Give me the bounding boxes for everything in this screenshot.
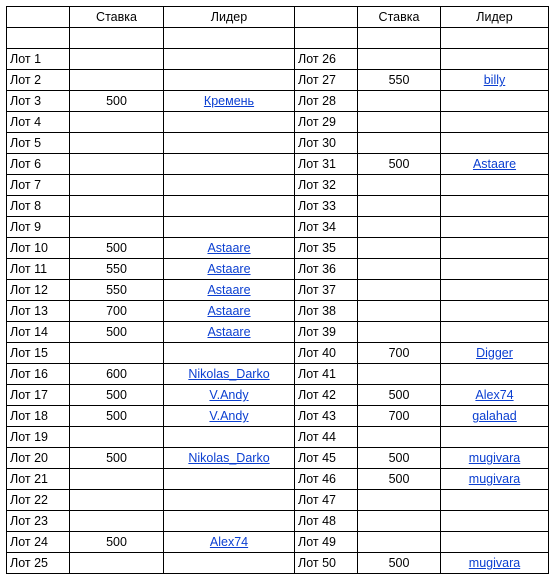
table-row <box>7 196 549 217</box>
bid-cell-left <box>70 196 164 217</box>
lot-cell-left: Лот 11 <box>7 259 70 280</box>
leader-cell-left <box>164 511 295 532</box>
auction-table <box>6 6 549 574</box>
header-row <box>7 7 549 28</box>
lot-cell-left: Лот 20 <box>7 448 70 469</box>
leader-cell-left <box>164 532 295 553</box>
bid-cell-left: 500 <box>70 448 164 469</box>
leader-cell-right <box>441 385 549 406</box>
lot-cell-left: Лот 21 <box>7 469 70 490</box>
leader-cell-left <box>164 217 295 238</box>
leader-cell-left <box>164 133 295 154</box>
leader-cell-left <box>164 385 295 406</box>
spacer-cell <box>70 28 164 49</box>
leader-cell-left <box>164 154 295 175</box>
table-row <box>7 280 549 301</box>
bid-cell-right: 550 <box>358 70 441 91</box>
header-bid-left: Ставка <box>70 7 164 28</box>
table-row <box>7 553 549 574</box>
bid-cell-left: 500 <box>70 238 164 259</box>
leader-cell-left <box>164 364 295 385</box>
lot-cell-right: Лот 33 <box>295 196 358 217</box>
leader-link[interactable]: Astaare <box>207 241 251 255</box>
lot-cell-left: Лот 15 <box>7 343 70 364</box>
header-bid-right: Ставка <box>358 7 441 28</box>
bid-cell-right <box>358 322 441 343</box>
leader-cell-left <box>164 322 295 343</box>
lot-cell-right: Лот 32 <box>295 175 358 196</box>
bid-cell-right <box>358 490 441 511</box>
table-row <box>7 238 549 259</box>
bid-cell-left: 700 <box>70 301 164 322</box>
bid-cell-right: 700 <box>358 406 441 427</box>
lot-cell-right: Лот 45 <box>295 448 358 469</box>
leader-cell-right <box>441 70 549 91</box>
lot-cell-right: Лот 40 <box>295 343 358 364</box>
bid-cell-left <box>70 133 164 154</box>
leader-cell-left <box>164 301 295 322</box>
bid-cell-right <box>358 196 441 217</box>
leader-cell-left <box>164 469 295 490</box>
lot-cell-left: Лот 5 <box>7 133 70 154</box>
leader-link[interactable]: Astaare <box>207 283 251 297</box>
bid-cell-left <box>70 154 164 175</box>
leader-cell-right <box>441 427 549 448</box>
leader-link[interactable]: Digger <box>476 346 513 360</box>
table-row <box>7 427 549 448</box>
lot-cell-right: Лот 38 <box>295 301 358 322</box>
lot-cell-left: Лот 9 <box>7 217 70 238</box>
lot-cell-right: Лот 31 <box>295 154 358 175</box>
table-row <box>7 112 549 133</box>
table-row <box>7 259 549 280</box>
leader-cell-right <box>441 280 549 301</box>
leader-cell-right <box>441 448 549 469</box>
lot-cell-left: Лот 19 <box>7 427 70 448</box>
leader-link[interactable]: Nikolas_Darko <box>188 451 270 465</box>
lot-cell-right: Лот 29 <box>295 112 358 133</box>
table-row <box>7 532 549 553</box>
leader-cell-right <box>441 490 549 511</box>
bid-cell-right <box>358 112 441 133</box>
bid-cell-right <box>358 301 441 322</box>
lot-cell-right: Лот 35 <box>295 238 358 259</box>
leader-cell-right <box>441 91 549 112</box>
bid-cell-right: 500 <box>358 553 441 574</box>
lot-cell-right: Лот 27 <box>295 70 358 91</box>
bid-cell-right <box>358 511 441 532</box>
lot-cell-left: Лот 4 <box>7 112 70 133</box>
table-row <box>7 154 549 175</box>
header-leader-left: Лидер <box>164 7 295 28</box>
bid-cell-left <box>70 553 164 574</box>
spacer-cell <box>164 28 295 49</box>
bid-cell-left: 500 <box>70 385 164 406</box>
table-row <box>7 49 549 70</box>
table-row <box>7 406 549 427</box>
bid-cell-left: 500 <box>70 406 164 427</box>
bid-cell-left <box>70 70 164 91</box>
lot-cell-left: Лот 22 <box>7 490 70 511</box>
leader-cell-right <box>441 511 549 532</box>
lot-cell-right: Лот 50 <box>295 553 358 574</box>
lot-cell-right: Лот 42 <box>295 385 358 406</box>
leader-cell-left <box>164 343 295 364</box>
leader-link[interactable]: mugivara <box>468 451 521 465</box>
header-blank-right <box>295 7 358 28</box>
lot-cell-right: Лот 36 <box>295 259 358 280</box>
lot-cell-left: Лот 16 <box>7 364 70 385</box>
leader-cell-left <box>164 280 295 301</box>
bid-cell-right <box>358 217 441 238</box>
lot-cell-left: Лот 3 <box>7 91 70 112</box>
lot-cell-right: Лот 43 <box>295 406 358 427</box>
leader-cell-right <box>441 175 549 196</box>
lot-cell-right: Лот 47 <box>295 490 358 511</box>
lot-cell-left: Лот 24 <box>7 532 70 553</box>
bid-cell-right <box>358 280 441 301</box>
bid-cell-left <box>70 217 164 238</box>
leader-link[interactable]: Alex74 <box>475 388 514 402</box>
spacer-cell <box>295 28 358 49</box>
table-row <box>7 448 549 469</box>
bid-cell-right: 500 <box>358 448 441 469</box>
lot-cell-right: Лот 37 <box>295 280 358 301</box>
lot-cell-left: Лот 1 <box>7 49 70 70</box>
bid-cell-right: 500 <box>358 469 441 490</box>
bid-cell-left: 500 <box>70 532 164 553</box>
leader-link[interactable]: Кремень <box>203 94 255 108</box>
leader-cell-right <box>441 259 549 280</box>
table-row <box>7 175 549 196</box>
lot-cell-right: Лот 41 <box>295 364 358 385</box>
leader-cell-left <box>164 259 295 280</box>
table-row <box>7 301 549 322</box>
spacer-cell <box>358 28 441 49</box>
table-row <box>7 217 549 238</box>
leader-cell-right <box>441 532 549 553</box>
leader-cell-right <box>441 154 549 175</box>
lot-cell-right: Лот 39 <box>295 322 358 343</box>
bid-cell-left <box>70 427 164 448</box>
table-row <box>7 469 549 490</box>
bid-cell-right <box>358 259 441 280</box>
bid-cell-left <box>70 175 164 196</box>
leader-cell-right <box>441 133 549 154</box>
leader-link[interactable]: Astaare <box>207 304 251 318</box>
bid-cell-right <box>358 133 441 154</box>
spacer-cell <box>441 28 549 49</box>
leader-link[interactable]: mugivara <box>468 556 521 570</box>
leader-link[interactable]: mugivara <box>468 472 521 486</box>
leader-link[interactable]: Nikolas_Darko <box>188 367 270 381</box>
lot-cell-right: Лот 28 <box>295 91 358 112</box>
table-row <box>7 70 549 91</box>
leader-cell-right <box>441 364 549 385</box>
leader-link[interactable]: galahad <box>472 409 517 423</box>
leader-cell-left <box>164 406 295 427</box>
lot-cell-left: Лот 13 <box>7 301 70 322</box>
leader-cell-left <box>164 112 295 133</box>
leader-cell-left <box>164 427 295 448</box>
lot-cell-left: Лот 23 <box>7 511 70 532</box>
table-row <box>7 385 549 406</box>
lot-cell-right: Лот 49 <box>295 532 358 553</box>
leader-cell-right <box>441 112 549 133</box>
bid-cell-right: 700 <box>358 343 441 364</box>
header-leader-right: Лидер <box>441 7 549 28</box>
bid-cell-left <box>70 49 164 70</box>
leader-link[interactable]: Astaare <box>207 262 251 276</box>
bid-cell-left: 550 <box>70 280 164 301</box>
leader-cell-left <box>164 238 295 259</box>
leader-cell-right <box>441 322 549 343</box>
leader-cell-right <box>441 469 549 490</box>
bid-cell-right <box>358 238 441 259</box>
leader-cell-right <box>441 553 549 574</box>
leader-cell-right <box>441 49 549 70</box>
leader-cell-right <box>441 301 549 322</box>
lot-cell-right: Лот 34 <box>295 217 358 238</box>
lot-cell-right: Лот 46 <box>295 469 358 490</box>
bid-cell-left: 550 <box>70 259 164 280</box>
leader-cell-left <box>164 70 295 91</box>
leader-cell-right <box>441 406 549 427</box>
bid-cell-right <box>358 91 441 112</box>
leader-link[interactable]: Alex74 <box>209 535 249 549</box>
leader-link[interactable]: V.Andy <box>209 388 249 402</box>
lot-cell-right: Лот 48 <box>295 511 358 532</box>
lot-cell-left: Лот 8 <box>7 196 70 217</box>
leader-cell-left <box>164 553 295 574</box>
leader-cell-right <box>441 343 549 364</box>
bid-cell-right <box>358 49 441 70</box>
bid-cell-left <box>70 343 164 364</box>
lot-cell-left: Лот 10 <box>7 238 70 259</box>
bid-cell-right <box>358 532 441 553</box>
bid-cell-right <box>358 364 441 385</box>
lot-cell-right: Лот 30 <box>295 133 358 154</box>
lot-cell-left: Лот 18 <box>7 406 70 427</box>
leader-link[interactable]: V.Andy <box>209 409 249 423</box>
leader-cell-left <box>164 175 295 196</box>
table-row <box>7 133 549 154</box>
leader-link[interactable]: Astaare <box>472 157 517 171</box>
bid-cell-right <box>358 175 441 196</box>
lot-cell-left: Лот 12 <box>7 280 70 301</box>
bid-cell-left <box>70 469 164 490</box>
table-row <box>7 91 549 112</box>
leader-link[interactable]: Astaare <box>207 325 251 339</box>
lot-cell-left: Лот 17 <box>7 385 70 406</box>
lot-cell-left: Лот 6 <box>7 154 70 175</box>
spacer-cell <box>7 28 70 49</box>
leader-cell-left <box>164 91 295 112</box>
lot-cell-right: Лот 44 <box>295 427 358 448</box>
bid-cell-right: 500 <box>358 154 441 175</box>
bid-cell-left: 600 <box>70 364 164 385</box>
leader-cell-right <box>441 196 549 217</box>
leader-cell-right <box>441 238 549 259</box>
bid-cell-left: 500 <box>70 91 164 112</box>
bid-cell-left <box>70 490 164 511</box>
lot-cell-left: Лот 14 <box>7 322 70 343</box>
leader-cell-left <box>164 196 295 217</box>
bid-cell-left <box>70 511 164 532</box>
table-row <box>7 511 549 532</box>
bid-cell-right <box>358 427 441 448</box>
table-row <box>7 364 549 385</box>
lot-cell-left: Лот 2 <box>7 70 70 91</box>
table-row <box>7 322 549 343</box>
bid-cell-right: 500 <box>358 385 441 406</box>
leader-cell-right <box>441 217 549 238</box>
leader-cell-left <box>164 49 295 70</box>
spacer-row <box>7 28 549 49</box>
bid-cell-left: 500 <box>70 322 164 343</box>
leader-link[interactable]: billy <box>483 73 506 87</box>
leader-cell-left <box>164 448 295 469</box>
bid-cell-left <box>70 112 164 133</box>
lot-cell-right: Лот 26 <box>295 49 358 70</box>
header-blank-left <box>7 7 70 28</box>
leader-cell-left <box>164 490 295 511</box>
table-row <box>7 490 549 511</box>
lot-cell-left: Лот 7 <box>7 175 70 196</box>
lot-cell-left: Лот 25 <box>7 553 70 574</box>
table-row <box>7 343 549 364</box>
